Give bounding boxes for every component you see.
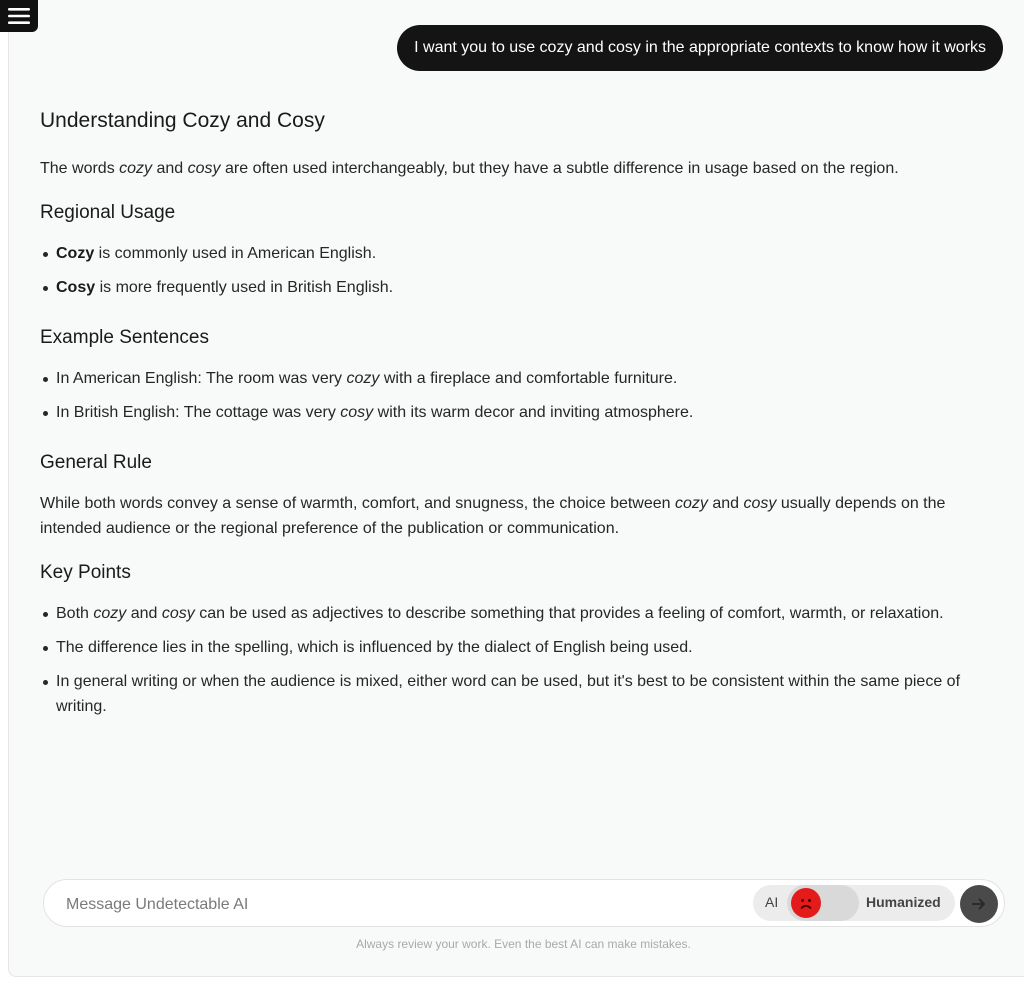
disclaimer-text: Always review your work. Even the best AI can make mistakes. <box>356 937 691 951</box>
user-message-text: I want you to use cozy and cosy in the appropriate contexts to know how it works <box>414 39 986 56</box>
user-message-bubble <box>397 25 1003 71</box>
arrow-right-icon <box>970 895 988 913</box>
regional-usage-heading: Regional Usage <box>40 202 176 223</box>
key-points-heading: Key Points <box>40 562 131 583</box>
send-button[interactable] <box>960 885 998 923</box>
regional-usage-list <box>40 241 1008 300</box>
example-sentences-list <box>40 366 1008 425</box>
mode-ai-label: AI <box>765 894 779 910</box>
mode-humanized-label: Humanized <box>866 894 941 910</box>
message-input[interactable] <box>64 892 728 918</box>
humanize-mode-toggle[interactable] <box>753 885 955 921</box>
message-composer <box>43 879 1005 927</box>
hamburger-menu-icon <box>8 7 30 25</box>
list-item: Both cozy and cosy can be used as adjectives to describe something that provides a feeling of comfort, warmth, or relaxation. <box>40 601 1008 626</box>
list-item: In American English: The room was very cozy with a fireplace and comfortable furniture. <box>40 366 1008 391</box>
assistant-response <box>40 100 1008 745</box>
general-rule-heading: General Rule <box>40 452 152 473</box>
intro-paragraph: The words cozy and cosy are often used interchangeably, but they have a subtle difference in usage based on the region. <box>40 160 899 177</box>
sad-face-icon <box>796 893 816 913</box>
menu-button[interactable] <box>0 0 38 32</box>
list-item: In general writing or when the audience is mixed, either word can be used, but it's best to be consistent within the same piece of writing. <box>40 669 1008 719</box>
list-item: In British English: The cottage was very cosy with its warm decor and inviting atmosphere. <box>40 400 1008 425</box>
toggle-track[interactable] <box>787 885 859 921</box>
toggle-knob[interactable] <box>791 888 821 918</box>
list-item: Cozy is commonly used in American English. <box>40 241 1008 266</box>
response-title: Understanding Cozy and Cosy <box>40 109 325 132</box>
example-sentences-heading: Example Sentences <box>40 327 209 348</box>
list-item: The difference lies in the spelling, which is influenced by the dialect of English being used. <box>40 635 1008 660</box>
general-rule-paragraph: While both words convey a sense of warmth, comfort, and snugness, the choice between cozy and cosy usually depends on the intended audience or the regional preference of the publication or communication. <box>40 495 946 537</box>
list-item: Cosy is more frequently used in British English. <box>40 275 1008 300</box>
key-points-list <box>40 601 1008 719</box>
